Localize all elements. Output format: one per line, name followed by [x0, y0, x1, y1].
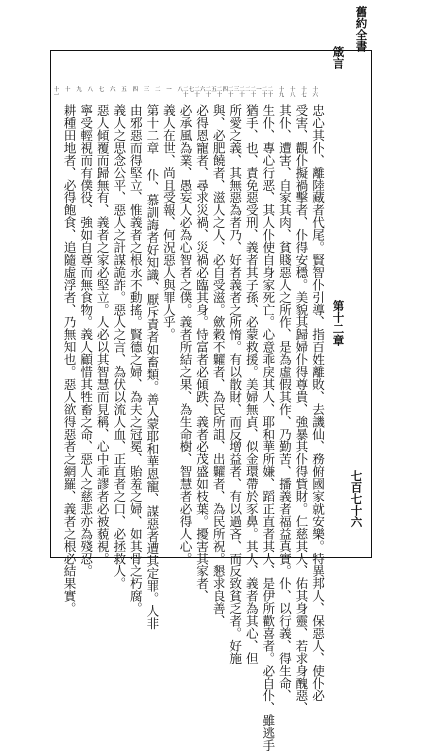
- verse-number: 二十二: [243, 86, 256, 97]
- verse-number: 一: [165, 86, 171, 92]
- verse-number: 二十六: [198, 86, 211, 97]
- verse-number: 三: [142, 86, 149, 92]
- text-column: 義人在世、尚且受報、何況惡人與罪人乎。: [160, 104, 176, 341]
- verse-number: 九: [75, 86, 81, 92]
- text-column: 由邪惡而得堅立、惟義者之根永不動搖。賢德之婦、為夫之冠冕、貽羞之婦、如其骨之朽腐。: [127, 104, 143, 615]
- verse-number: 二十五: [210, 86, 222, 97]
- verse-number: 十一: [52, 86, 59, 97]
- verse-number: 二十四: [221, 86, 233, 97]
- text-column: 其仆、遭害、自家其肉、貧賤惡人之所作、是為虛假其作、乃勤苦、播義者福益真實。仆、以行義、得生命、: [276, 104, 292, 702]
- text-column: 生仆、專心行恶、其人仆使自身家死亡。心意乖戾其人、耶和華所嫌、蹈正直者其人、是伊所歡喜者。必自仆、雖逃手: [260, 104, 276, 751]
- page-number: 七百七十六: [349, 470, 364, 528]
- text-column: 第十二章 仆、慕訓誨者好知識、厭斥責者如畜類。善人蒙耶和華恩寵、謀惡者遭其定罪。人非: [144, 104, 160, 630]
- text-column: 忠心其仆、離陸藏者代尾。賢智仆引導、指百姓離敗、去譏仙、務俯國家就安樂。特異邦人、保惡人、使仆必: [310, 104, 325, 702]
- verse-number: 八: [86, 86, 93, 92]
- verse-number: 二十一: [255, 86, 267, 97]
- section-title: 箴言: [331, 46, 346, 69]
- verse-number: 二: [153, 86, 160, 92]
- text-column: 所愛之義、其無惡為者乃、好者義者之所惰。有以散財、而反增益者、有以過吝、而反致貧乏者。好施: [227, 104, 243, 665]
- text-column: 寧受輕視而有僕役、強如自尊而無食物。義人顧惜其牲畜之命、惡人之慈悲亦為殘忍。: [78, 104, 94, 578]
- text-column: 與、必肥饒者、滋人之人、必自受滋。歛穀不糶者、為民所詛、出糶者、為民所祝。懇求良善、: [210, 104, 226, 627]
- verse-number: 二十七: [187, 86, 199, 97]
- verse-number: 二十三: [232, 86, 244, 97]
- chapter-title: 第十二章: [331, 300, 346, 346]
- verse-number: 十六: [311, 86, 318, 97]
- verse-number: 十九: [277, 86, 284, 97]
- text-column: 耕種田地者、必得飽食、追隨虛浮者、乃無知也。惡人欲得惡者之網羅、義者之根必結果實。: [61, 104, 77, 615]
- verse-number: 五: [120, 86, 126, 92]
- verse-number: 七: [97, 86, 104, 92]
- book-title: 舊約全書: [354, 6, 369, 52]
- verse-number: 十: [63, 86, 70, 92]
- text-body: [58, 104, 325, 751]
- verse-number: 二十: [266, 86, 273, 97]
- text-column: 義人之思念公平、惡人之計謀詭詐。惡人之言、為伏以流人血、正直者之口、必拯救人。: [111, 104, 127, 590]
- verse-number-row: [52, 86, 322, 100]
- text-column: 猶手、也、責免惡受刑、義者其子孫、必蒙救援。美婦無貞、似金環帶於豕鼻。其人、義者為其心、但: [243, 104, 259, 665]
- verse-number: 十八: [288, 86, 295, 97]
- text-column: 惡人傾覆而歸無有、義者之家必堅立。人必以其智慧而見稱、心中乖謬者必被藐視。: [94, 104, 110, 565]
- text-column: 受害、觀仆擬禍擊者、仆得安穩。美貌其歸婦仆得尊貴、強暴其仆得貲財。仁慈其人、佑其身靈、若求身醜惡、: [293, 104, 309, 715]
- text-column: 必得恩寵者、尋求災禍、災禍必臨其身。恃富者必傾跌、義者必茂盛如枝葉。擾害其家者、: [194, 104, 210, 602]
- verse-number: 二十八: [176, 86, 188, 97]
- verse-number: 四: [131, 86, 138, 92]
- text-column: 必承風為業、愚妄人必為心智者之僕。義者所結之果、為生命樹、智慧者必得人心。: [177, 104, 193, 565]
- verse-number: 十七: [300, 86, 306, 97]
- verse-number: 六: [108, 86, 115, 92]
